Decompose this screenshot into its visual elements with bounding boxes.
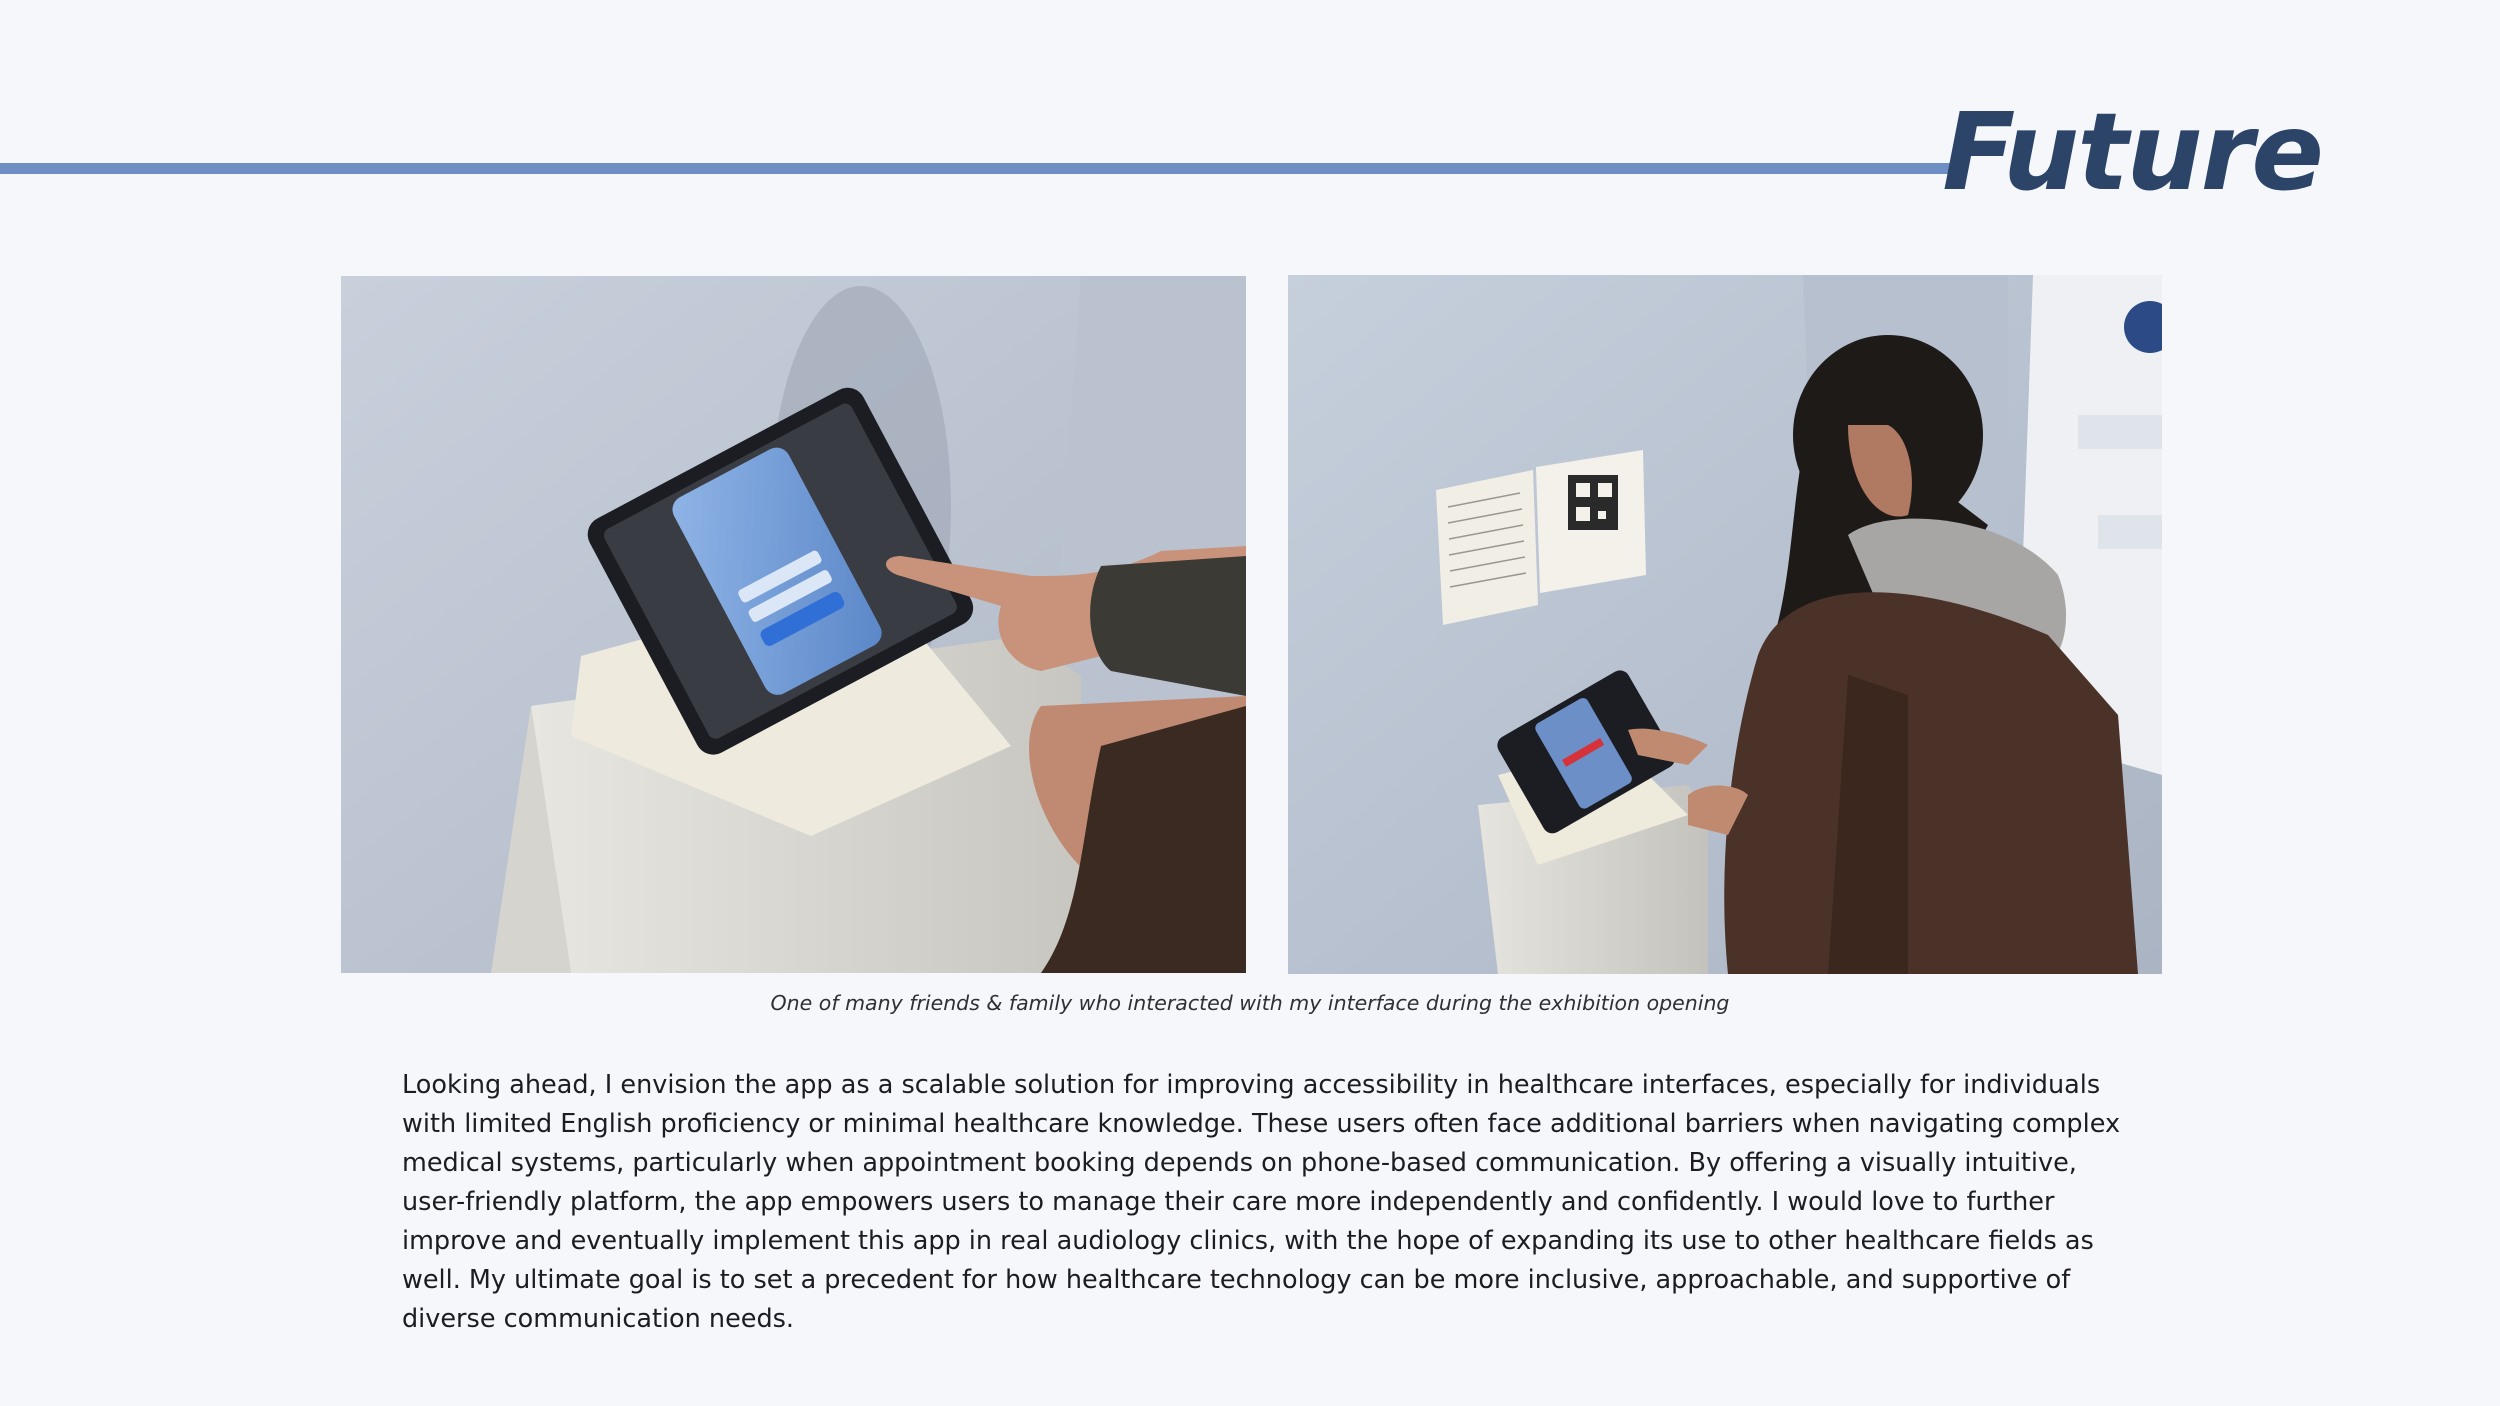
page-title: Future — [1942, 91, 2322, 215]
body-paragraph: Looking ahead, I envision the app as a scalable solution for improving accessibility in healthcare interfaces, especially for individuals with limited English proficiency or minimal healthcare knowledge. These users often face additional barriers when navigating complex medical systems, particularly when appointment booking depends on phone-based communication. By offering a visually intuitive, user-friendly platform, the app empowers users to manage their care more independently and confidently. I would love to further improve and eventually implement this app in real audiology clinics, with the hope of expanding its use to other healthcare fields as well. My ultimate goal is to set a precedent for how healthcare technology can be more inclusive, approachable, and supportive of diverse communication needs. — [402, 1070, 2121, 1334]
photo-tablet-closeup — [341, 276, 1246, 973]
photo-visitor-at-kiosk — [1288, 275, 2162, 974]
header-accent-line — [0, 163, 1962, 174]
photo-caption: One of many friends & family who interacted with my interface during the exhibition opening — [770, 991, 1730, 1015]
